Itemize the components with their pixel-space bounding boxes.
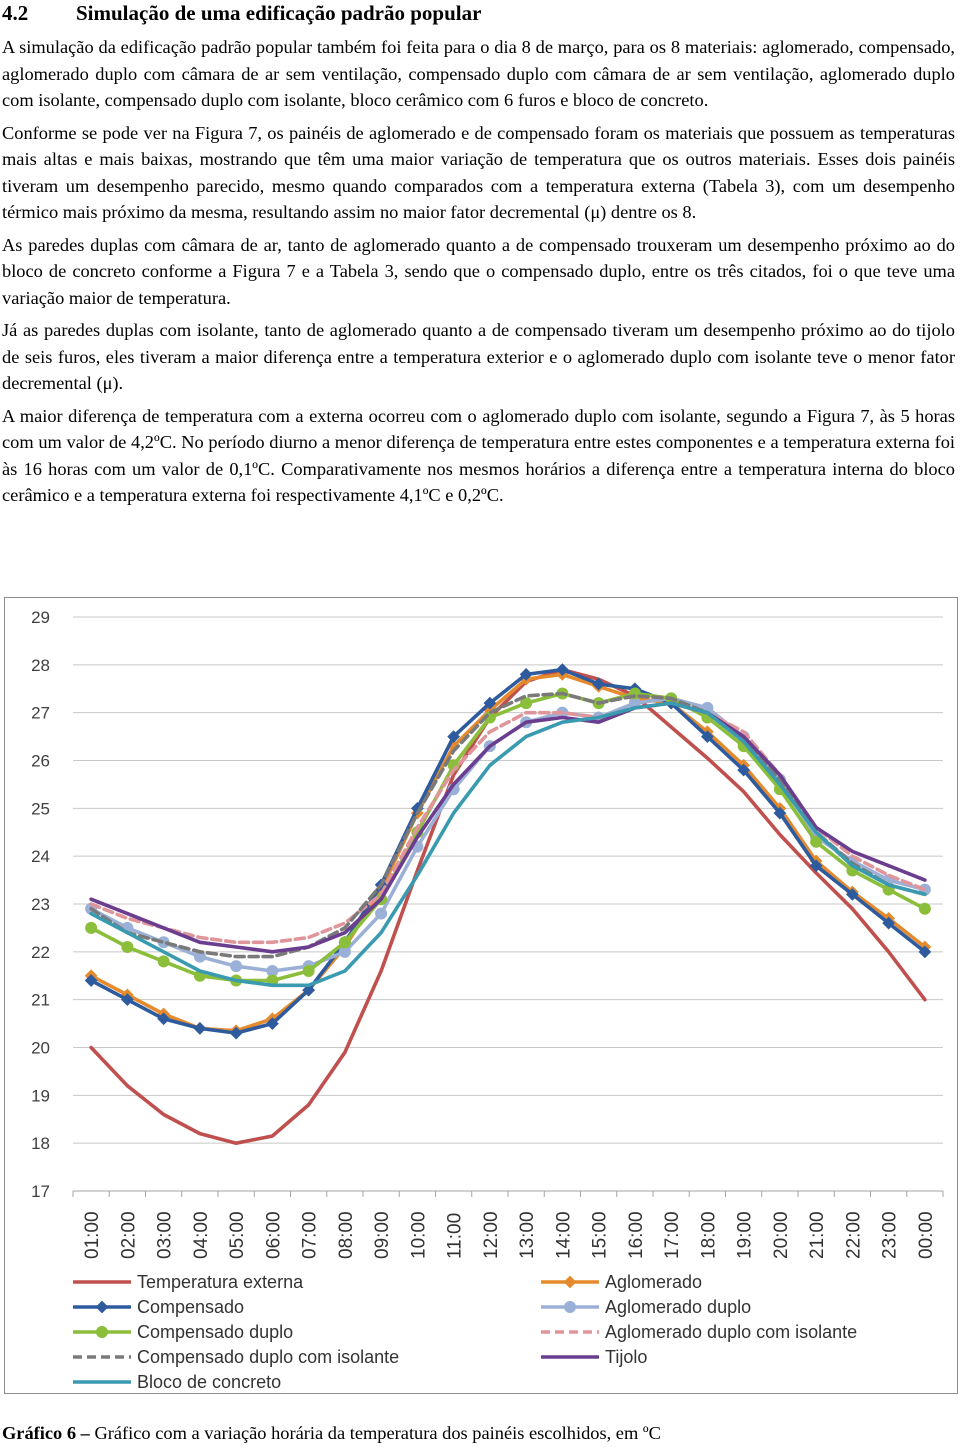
legend-label: Bloco de concreto: [137, 1372, 282, 1392]
y-tick-label: 29: [31, 608, 50, 627]
x-tick-label: 01:00: [82, 1211, 104, 1259]
y-tick-label: 21: [31, 990, 50, 1010]
y-tick-labels: [31, 608, 50, 1201]
series-line: [91, 703, 925, 952]
legend-marker: [564, 1301, 576, 1313]
legend-label: Compensado: [137, 1297, 245, 1317]
series-2: [85, 663, 931, 1039]
data-point: [85, 922, 97, 934]
x-tick-label: 12:00: [480, 1211, 502, 1259]
body-text: [2, 34, 955, 515]
y-tick-label: 23: [31, 895, 50, 914]
series-5: [91, 703, 925, 942]
x-tick-label: 10:00: [408, 1211, 430, 1259]
data-point: [194, 1022, 207, 1035]
chart-series: [85, 663, 931, 1143]
section-number: 4.2: [2, 1, 29, 25]
legend-marker: [96, 1301, 109, 1314]
y-tick-label: 28: [31, 655, 50, 675]
caption-label: Gráfico 6 –: [2, 1423, 90, 1443]
data-point: [121, 941, 133, 953]
legend-entry: [73, 1347, 399, 1367]
caption-text: Gráfico com a variação horária da temperatura dos painéis escolhidos, em ºC: [94, 1423, 661, 1443]
chart-legend: [73, 1272, 857, 1392]
x-tick-label: 02:00: [118, 1211, 140, 1259]
x-tick-label: 07:00: [299, 1211, 321, 1259]
data-point: [158, 955, 170, 967]
x-tick-label: 08:00: [335, 1211, 357, 1259]
x-tick-label: 05:00: [227, 1211, 249, 1259]
legend-label: Aglomerado: [605, 1272, 703, 1292]
series-line: [91, 670, 925, 1144]
legend-label: Aglomerado duplo: [605, 1297, 752, 1317]
y-tick-label: 17: [31, 1182, 50, 1201]
legend-label: Temperatura externa: [137, 1272, 304, 1292]
x-tick-label: 11:00: [444, 1212, 466, 1259]
section-heading: [2, 0, 481, 26]
y-tick-label: 25: [31, 799, 50, 819]
legend-marker: [96, 1326, 108, 1338]
legend-entry: [541, 1347, 647, 1367]
legend-entry: [541, 1322, 857, 1342]
legend-entry: [73, 1322, 293, 1342]
x-tick-label: 09:00: [372, 1211, 394, 1259]
legend-entry: [541, 1297, 751, 1317]
legend-label: Aglomerado duplo com isolante: [605, 1322, 858, 1342]
legend-marker: [564, 1276, 577, 1289]
chart-canvas: [5, 598, 957, 1393]
series-line: [91, 703, 925, 942]
y-tick-label: 19: [31, 1086, 50, 1106]
x-tick-label: 20:00: [770, 1211, 792, 1259]
data-point: [230, 960, 242, 972]
section-title: Simulação de uma edificação padrão popular: [76, 1, 482, 25]
y-tick-label: 18: [31, 1134, 50, 1154]
legend-entry: [541, 1272, 702, 1292]
x-tick-label: 00:00: [915, 1211, 937, 1259]
paragraph-1: A simulação da edificação padrão popular também foi feita para o dia 8 de março, para os 8 materiais: aglomerado, compensado, aglomerado duplo com câmara de ar sem ventilação, compensado duplo com câmara de ar sem ventilação, aglomerado duplo com isolante, compensado duplo com isolante, bloco cerâmico com 6 furos e bloco de concreto.: [2, 37, 955, 110]
legend-label: Compensado duplo: [137, 1322, 294, 1342]
x-tick-label: 19:00: [734, 1211, 756, 1259]
x-tick-label: 13:00: [517, 1211, 539, 1259]
paragraph-4: Já as paredes duplas com isolante, tanto de aglomerado quanto a de compensado tiveram um desempenho próximo ao do tijolo de seis furos, eles tiveram a maior diferença entre a temperatura exterior e o aglomerado duplo com isolante teve o menor fator decremental (μ).: [2, 320, 955, 393]
series-0: [91, 670, 925, 1144]
legend-label: Compensado duplo com isolante: [137, 1347, 400, 1367]
x-tick-label: 22:00: [843, 1211, 865, 1259]
y-tick-label: 27: [31, 703, 50, 723]
data-point: [919, 903, 931, 915]
x-tick-labels: [82, 1211, 937, 1259]
data-point: [375, 908, 387, 920]
paragraph-3: As paredes duplas com câmara de ar, tanto de aglomerado quanto a de compensado trouxeram um desempenho próximo ao do bloco de concreto conforme a Figura 7 e a Tabela 3, sendo que o compensado duplo, entre os três citados, foi o que teve uma variação maior de temperatura.: [2, 234, 955, 308]
x-tick-label: 15:00: [589, 1211, 611, 1259]
data-point: [303, 965, 315, 977]
x-tick-label: 16:00: [625, 1211, 647, 1259]
x-tick-label: 14:00: [553, 1211, 575, 1259]
figure-caption: [2, 1421, 957, 1445]
paragraph-5: A maior diferença de temperatura com a externa ocorreu com o aglomerado duplo com isolante, segundo a Figura 7, às 5 horas com um valor de 4,2ºC. No período diurno a menor diferença de temperatura entre estes componentes e a temperatura externa foi às 16 horas com um valor de 0,1ºC. Comparativamente nos mesmos horários a diferença entre a temperatura interna do bloco cerâmico e a temperatura externa foi respectivamente 4,1ºC e 0,2ºC.: [2, 405, 955, 505]
legend-entry: [73, 1372, 281, 1392]
y-tick-label: 20: [31, 1038, 50, 1058]
temperature-chart: [4, 597, 958, 1394]
legend-entry: [73, 1297, 244, 1317]
x-tick-label: 03:00: [154, 1211, 176, 1259]
x-tick-label: 21:00: [807, 1211, 829, 1259]
y-tick-label: 26: [31, 751, 50, 771]
x-tick-label: 06:00: [263, 1211, 285, 1259]
series-7: [91, 703, 925, 952]
y-tick-label: 24: [31, 847, 50, 867]
y-tick-label: 22: [31, 942, 50, 962]
x-tick-label: 18:00: [698, 1211, 720, 1259]
paragraph-2: Conforme se pode ver na Figura 7, os painéis de aglomerado e de compensado foram os materiais que possuem as temperaturas mais altas e mais baixas, mostrando que têm uma maior variação de temperatura que os outros materiais. Esses dois painéis tiveram um desempenho parecido, mesmo quando comparados com a temperatura externa (Tabela 3), com um desempenho térmico mais próximo da mesma, resultando assim no maior fator decremental (μ) dentre os 8.: [2, 122, 955, 222]
data-point: [339, 936, 351, 948]
x-tick-label: 23:00: [879, 1211, 901, 1259]
x-tick-label: 17:00: [662, 1211, 684, 1259]
x-tick-label: 04:00: [190, 1211, 212, 1259]
legend-entry: [73, 1272, 304, 1292]
legend-label: Tijolo: [605, 1347, 648, 1367]
